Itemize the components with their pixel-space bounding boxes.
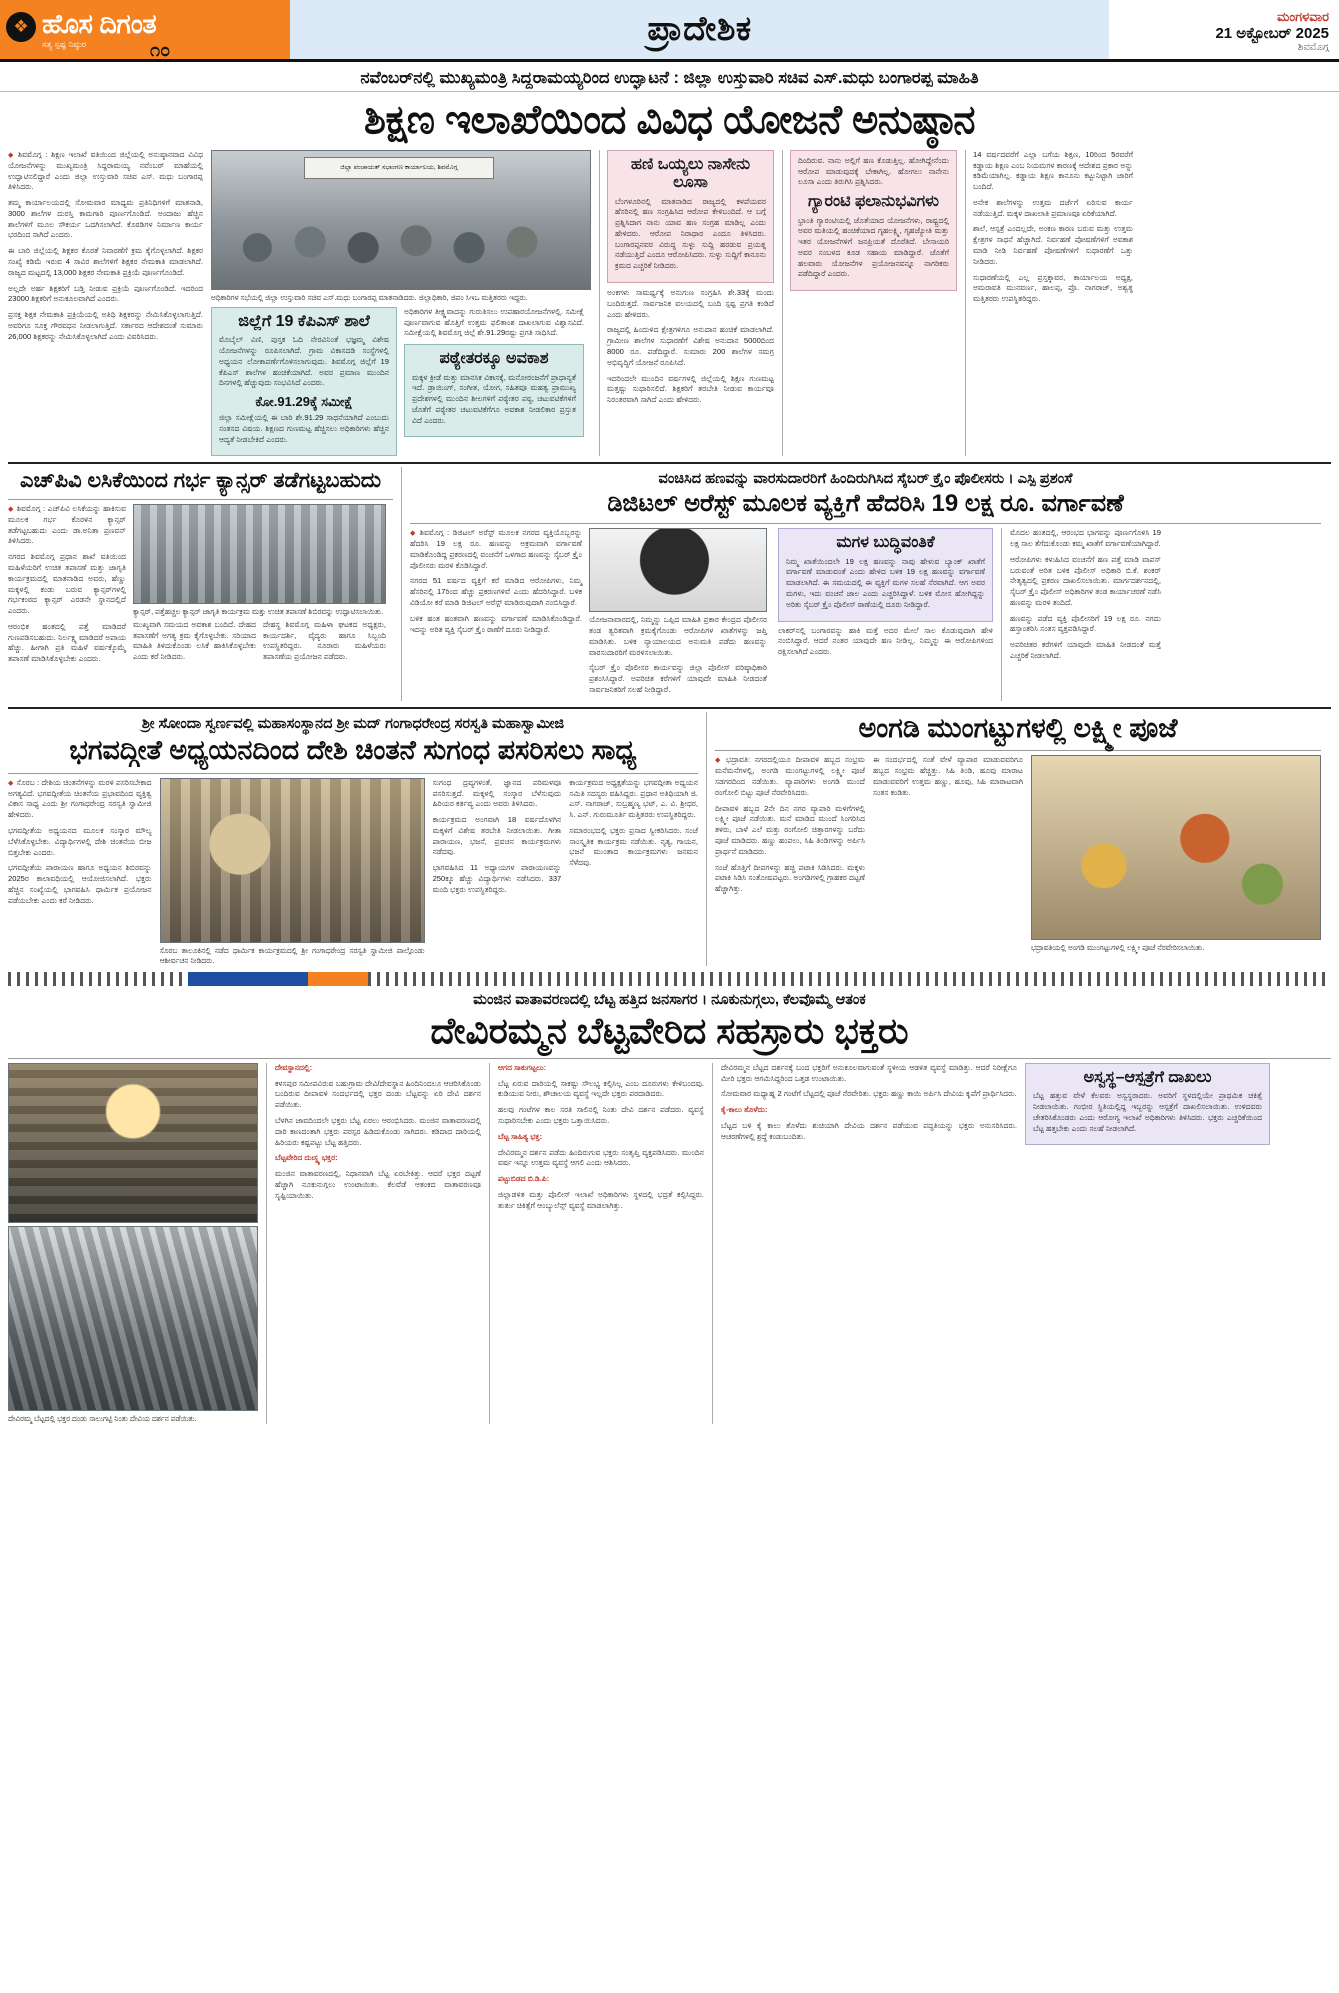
box-kps-schools	[211, 307, 397, 457]
masthead	[0, 0, 1339, 62]
paragraph: ಬೆಟ್ಟ ಹತ್ತುವ ವೇಳೆ ಕೆಲವರು ಅಸ್ವಸ್ಥರಾದರು. ಅವರಿಗೆ ಸ್ಥಳದಲ್ಲಿಯೇ ಪ್ರಾಥಮಿಕ ಚಿಕಿತ್ಸೆ ನೀಡಲಾಯಿತು. ಗಂಭೀರ ಸ್ಥಿತಿಯಲ್ಲಿದ್ದ ಇಬ್ಬರನ್ನು ಆಸ್ಪತ್ರೆಗೆ ದಾಖಲಿಸಲಾಯಿತು. ಉಳಿದವರು ಚೇತರಿಸಿಕೊಂಡರು ಎಂದು ಆರೋಗ್ಯ ಇಲಾಖೆ ಅಧಿಕಾರಿಗಳು ತಿಳಿಸಿದರು. ಭಕ್ತರು ಎಚ್ಚರಿಕೆಯಿಂದ ಬೆಟ್ಟ ಹತ್ತಬೇಕು ಎಂದು ಸಲಹೆ ನೀಡಲಾಗಿದೆ.	[1033, 1091, 1262, 1133]
story-headline: ಡಿಜಿಟಲ್ ಅರೆಸ್ಟ್ ಮೂಲಕ ವ್ಯಕ್ತಿಗೆ ಹೆದರಿಸಿ 19 ಲಕ್ಷ ರೂ. ವರ್ಗಾವಣೆ	[607, 489, 1124, 517]
story-col-3	[263, 620, 386, 668]
paragraph: ಶಾಲೆ, ಆಸ್ಪತ್ರೆ ಎಂದಲ್ಲದೇ, ಅಂಕಣ ಕಾರಣ ಬರುವ ಮತ್ತು ಉತ್ತಮ ಕ್ಷೇತ್ರಗಳ ಸಾಧನೆ ಹೆಚ್ಚಾಗಿದೆ. ನಿರ್ವಹಣೆ ಪೋಷಣೆಗಳಿಗೆ ಅವಕಾಶ ಮಾಡಿ ನೀಡಿ ನಿರ್ವಹಣೆ ಪೋಷಣೆಗಳಿಗೆ ಸುಧಾರಣೆಗೆ ಒತ್ತು ನೀಡಿದರು.	[973, 224, 1133, 266]
photo-signboard: ಜಿಲ್ಲಾ ಪಂಚಾಯತ್ ಸಭಾಂಗಣ ಕಾರ್ಯಾಲಯ, ಶಿವಮೊಗ್ಗ	[304, 157, 494, 179]
paragraph: ದಿಂದಿರುವ. ನಾನು ಅಲ್ಲಿಗೆ ಹಣ ಕೊಡುತ್ತಿಲ್ಲ. ಹೋಗಿದ್ದೇನೆಂದು ಆರೋಪ ಮಾಡುವುದಕ್ಕೆ ಬೇಕಾಗಿಲ್ಲ. ಹೋಗಲು ನಾನೇನು ಲೂಸಾ ಎಂದು ತಿರುಗಿಸಿ ಪ್ರಶ್ನಿಸಿದರು.	[798, 155, 949, 187]
story-col-2	[133, 620, 256, 668]
paragraph: ರಾಜ್ಯದಲ್ಲಿ ಹಿಂದುಳಿದ ಕ್ಷೇತ್ರಗಳಿಗೂ ಅನುದಾನ ಹಂಚಿಕೆ ಮಾಡಲಾಗಿದೆ. ಗ್ರಾಮೀಣ ಶಾಲೆಗಳ ಸುಧಾರಣೆಗೆ ವಿಶೇಷ ಅನುದಾನ 5000ದಿಂದ 8000 ರೂ. ಪಡೆದಿದ್ದಾರೆ. ಸುಮಾರು 200 ಶಾಲೆಗಳ ಸಮಗ್ರ ಅಭಿವೃದ್ಧಿಗೆ ಯೋಜನೆ ರೂಪಿಸಿದೆ.	[607, 325, 774, 367]
lead-kicker: ನವೆಂಬರ್‌ನಲ್ಲಿ ಮುಖ್ಯಮಂತ್ರಿ ಸಿದ್ದರಾಮಯ್ಯರಿಂದ ಉದ್ಘಾಟನೆ : ಜಿಲ್ಲಾ ಉಸ್ತುವಾರಿ ಸಚಿವ ಎಸ್.ಮಧು ಬಂಗಾರಪ್ಪ ಮಾಹಿತಿ	[0, 62, 1339, 92]
section-banner	[290, 0, 1109, 59]
lead-story	[0, 62, 1339, 456]
decorative-separator	[8, 972, 1331, 986]
newspaper-tagline: ಸತ್ಯ ಸ್ಪಷ್ಟ ನಿಷ್ಠುರ	[42, 38, 87, 49]
paragraph: ಮೊದಲ ಹಂತದಲ್ಲಿ, ಆರಂಭದ ಭಾಗವನ್ನು ಪೂರ್ಣಗೊಳಿಸಿ 19 ಲಕ್ಷ ಸಾಲ ತೆಗೆದುಕೊಂಡು ಕಮ್ಮ ಖಾತೆಗೆ ವರ್ಗಾವಣೆಯಾಗಿದ್ದಾರೆ.	[1010, 528, 1161, 548]
paragraph: ಸಮಾರಂಭದಲ್ಲಿ ಭಕ್ತರು ಪ್ರಸಾದ ಸ್ವೀಕರಿಸಿದರು. ಸಂಜೆ ಸಾಂಸ್ಕೃತಿಕ ಕಾರ್ಯಕ್ರಮ ನಡೆಯಿತು. ನೃತ್ಯ, ಗಾಯನ, ಭಜನೆ ಮುಂತಾದ ಕಾರ್ಯಕ್ರಮಗಳು ಜನಮನ ಸೆಳೆದವು.	[569, 825, 698, 868]
band-3	[0, 709, 1339, 966]
subheading: ದೇವಸ್ಥಾನದಲ್ಲಿ:	[275, 1062, 313, 1072]
date-full: 21 ಅಕ್ಟೋಬರ್ 2025	[1215, 25, 1329, 42]
paragraph: ಆರೋಪಿಗಳು ಕಳುಹಿಸಿದ ವಂಚನೆಗೆ ಹಣ ಪತ್ತೆ ಮಾಡಿ ವಾಪಸ್ ಬರುವಂತೆ ಅರಿತ ಬಳಿಕ ಪೊಲೀಸ್ ಅಧಿಕಾರಿ ಬಿ.ಕೆ. ಶಂಕರ್ ನೇತೃತ್ವದಲ್ಲಿ ಪ್ರಕರಣ ದಾಖಲಿಸಲಾಯಿತು. ಮಾರ್ಗದರ್ಶನದಲ್ಲಿ, ಸೈಬರ್ ಕ್ರೈಂ ಪೊಲೀಸ್ ಅಧಿಕಾರಿಗಳ ತಂಡ ಕಾರ್ಯಾಚರಣೆ ನಡೆಸಿ ಹಣವನ್ನು ಮರಳಿ ತಂದಿದೆ.	[1010, 554, 1161, 607]
paragraph: ಹಣವನ್ನು ಪಡೆದ ವ್ಯಕ್ತಿ ಪೊಲೀಸರಿಗೆ 19 ಲಕ್ಷ ರೂ. ನಗದು ಹಸ್ತಾಂತರಿಸಿ ಸಂತಸ ವ್ಯಕ್ತಪಡಿಸಿದ್ದಾರೆ.	[1010, 613, 1161, 634]
story-gita	[8, 712, 698, 966]
box-title: ಹಣಿ ಒಯ್ಯಲು ನಾಸೇನು ಲೂಸಾ	[630, 155, 751, 192]
paragraph: ನಗರದ 51 ವರ್ಷದ ವ್ಯಕ್ತಿಗೆ ಕರೆ ಮಾಡಿದ ಆರೋಪಿಗಳು, ನಿಮ್ಮ ಹೆಸರಿನಲ್ಲಿ 17ರಿಂದ ಹೆಚ್ಚು ಪ್ರಕರಣಗಳಿವೆ ಎಂದು ಹೆದರಿಸಿದ್ದಾರೆ. ಬಳಿಕ ವಿಡಿಯೋ ಕರೆ ಮಾಡಿ ಡಿಜಿಟಲ್ ಅರೆಸ್ಟ್ ಮಾಡಿರುವುದಾಗಿ ನಂಬಿಸಿದ್ದಾರೆ.	[410, 576, 582, 608]
paragraph: ಈ ಬಾರಿ ಜಿಲ್ಲೆಯಲ್ಲಿ ಶಿಕ್ಷಕರ ಕೊರತೆ ನಿವಾರಣೆಗೆ ಕ್ರಮ ಕೈಗೊಳ್ಳಲಾಗಿದೆ. ಶಿಕ್ಷಕರ ಸಂಖ್ಯೆ ಕಡಿಮೆ ಇರುವ 4 ಸಾವಿರ ಶಾಲೆಗಳಿಗೆ ಶಿಕ್ಷಕರ ನೇಮಕಾತಿ ಮಾಡಲಾಗಿದೆ. ರಾಜ್ಯದ ಮಟ್ಟದಲ್ಲಿ 13,000 ಶಿಕ್ಷಕರ ನೇಮಕಾತಿ ಪ್ರಕ್ರಿಯೆ ಪೂರ್ಣಗೊಂಡಿದೆ.	[8, 246, 203, 277]
story-devaramma	[0, 988, 1339, 1424]
story-headline: ಭಗವದ್ಗೀತೆ ಅಧ್ಯಯನದಿಂದ ದೇಶಿ ಚಿಂತನೆ ಸುಗಂಧ ಪಸರಿಸಲು ಸಾಧ್ಯ	[69, 735, 637, 766]
box-title: ಅಸ್ವಸ್ಥ–ಆಸ್ಪತ್ರೆಗೆ ದಾಖಲು	[1083, 1068, 1212, 1086]
story-photo-caption: ದೇವಿರಮ್ಮ ಬೆಟ್ಟದಲ್ಲಿ ಭಕ್ತರ ದಂಡು ಸಾಲುಗಟ್ಟಿ ನಿಂತು ದೇವಿಯ ದರ್ಶನ ಪಡೆಯಿತು.	[8, 1413, 197, 1423]
lead-col-3	[599, 150, 774, 457]
page-number: ೧೦	[150, 40, 171, 60]
story-col-1	[410, 528, 582, 700]
lead-body	[0, 150, 1339, 457]
paragraph: ಕಾರ್ಯಕ್ರಮದ ಅಧ್ಯಕ್ಷತೆಯನ್ನು ಭಗವದ್ಗೀತಾ ಅಧ್ಯಯನ ಸಮಿತಿ ಸದಸ್ಯರು ವಹಿಸಿದ್ದರು. ಪ್ರಧಾನ ಅತಿಥಿಯಾಗಿ ಜಿ. ಎಸ್. ನಾಗರಾಜ್, ಸುಬ್ರಹ್ಮಣ್ಯ ಭಟ್, ಎ. ವಿ. ಶ್ರೀಧರ, ಸಿ. ಎನ್. ಗುರುಮೂರ್ತಿ ಮತ್ತಿತರರು ಉಪಸ್ಥಿತರಿದ್ದರು.	[569, 777, 698, 820]
story-col-1	[266, 1063, 481, 1424]
paragraph: ನಗರದ ಶಿವಮೊಗ್ಗ ಪ್ರಧಾನ ಶಾಖೆ ವತಿಯಿಂದ ಮಹಿಳೆಯರಿಗೆ ಉಚಿತ ತಪಾಸಣೆ ಮತ್ತು ಜಾಗೃತಿ ಕಾರ್ಯಕ್ರಮದಲ್ಲಿ ಮಾತನಾಡಿದ ಅವರು, ಹೆಣ್ಣು ಮಕ್ಕಳಲ್ಲಿ ಕಂಡು ಬರುವ ಕ್ಯಾನ್ಸರ್‌ಗಳಲ್ಲಿ ಗರ್ಭಕಂಠದ ಕ್ಯಾನ್ಸರ್ ಎರಡನೇ ಸ್ಥಾನದಲ್ಲಿದೆ ಎಂದರು.	[8, 552, 126, 616]
newspaper-name: ಹೊಸ ದಿಗಂತ	[42, 8, 157, 39]
paragraph: ಯೋಜನಾವಾರದಲ್ಲಿ, ನಿಮ್ಮನ್ನು ಒಪ್ಪಿದ ಮಾಹಿತಿ ಪ್ರಕಾರ ಕೇಂದ್ರದ ಪೊಲೀಸರ ತಂಡ ತ್ವರಿತವಾಗಿ ಕ್ರಮಕೈಗೊಂಡು ಆರೋಪಿಗಳ ಖಾತೆಗಳನ್ನು ಜಪ್ತಿ ಮಾಡಿಸಿತು. ಬಳಿಕ ನ್ಯಾಯಾಲಯದ ಅನುಮತಿ ಪಡೆದು ಹಣವನ್ನು ವಾರಸುದಾರರಿಗೆ ಮರಳಿಸಲಾಯಿತು.	[589, 615, 767, 657]
lead-col-4	[782, 150, 957, 457]
box-title: ಗ್ಯಾರಂಟಿ ಫಲಾನುಭವಿಗಳು	[808, 193, 939, 211]
paragraph: ಅಲ್ಲದೇ ಅರ್ಹ ಶಿಕ್ಷಕರಿಗೆ ಬಡ್ತಿ ನೀಡುವ ಪ್ರಕ್ರಿಯೆ ಪೂರ್ಣಗೊಂಡಿದೆ. ಇದರಿಂದ 23000 ಶಿಕ್ಷಕರಿಗೆ ಅನುಕೂಲವಾಗಿದೆ ಎಂದರು.	[8, 283, 203, 304]
story-col-1	[715, 755, 865, 953]
paragraph: 14 ವರ್ಷದವರೆಗೆ ಎಲ್ಲಾ ಬಗೆಯ ಶಿಕ್ಷಣ, 10ರಿಂದ 5ರವರೆಗೆ ಕಡ್ಡಾಯ ಶಿಕ್ಷಣ ಎಂಬ ನಿಯಮಗಳ ಕಾರಣಕ್ಕೆ ಆದೇಶದ ಪ್ರಕಾರ ಅನ್ನು ಕಡಿಮೆಯಾಗಿಲ್ಲ. ಕಡ್ಡಾಯ ಶಿಕ್ಷಣ ಕಾನೂನು ಕಟ್ಟುನಿಟ್ಟಾಗಿ ಜಾರಿಗೆ ಬಂದಿದೆ.	[973, 149, 1133, 192]
story-photo	[160, 778, 425, 943]
subheading: ಆಗದ ಸಾಕುಗಟ್ಟಲು:	[498, 1062, 547, 1072]
box-daughter-smart	[778, 528, 993, 621]
lead-col-5	[965, 150, 1133, 457]
story-lakshmi-puja	[706, 712, 1321, 966]
story-col-2	[433, 778, 562, 966]
story-photo	[1031, 755, 1321, 940]
paragraph: ಸಂಜೆ ಹೊತ್ತಿಗೆ ದೀಪಗಳನ್ನು ಹಚ್ಚಿ ಪಟಾಕಿ ಸಿಡಿಸಿದರು. ಮಕ್ಕಳು ಪಟಾಕಿ ಸಿಡಿಸಿ ಸಂತೋಷಪಟ್ಟರು. ಅಂಗಡಿಗಳಲ್ಲಿ ಗ್ರಾಹಕರ ದಟ್ಟಣೆ ಹೆಚ್ಚಾಗಿತ್ತು.	[715, 862, 865, 894]
paragraph: ಲಾಕರ್‌ನಲ್ಲಿ ಬಂಗಾರವನ್ನು ಹಾಕಿ ಮತ್ತೆ ಅದರ ಮೇಲೆ ಸಾಲ ಕೊಡುವುದಾಗಿ ಹೇಳಿ ನಂಬಿಸಿದ್ದಾರೆ. ಆದರೆ ನಂತರ ಯಾವುದೇ ಹಣ ನೀಡಿಲ್ಲ. ನಿಮ್ಮನ್ನು ಈ ಆರೋಪಿಗಳಿಂದ ರಕ್ಷಿಸಲಾಗಿದೆ ಎಂದರು.	[778, 625, 993, 657]
lead-headline: ಶಿಕ್ಷಣ ಇಲಾಖೆಯಿಂದ ವಿವಿಧ ಯೋಜನೆ ಅನುಷ್ಠಾನ	[364, 97, 975, 142]
story-photo-caption: ಕ್ಯಾನ್ಸರ್, ಪತ್ತೆಹಚ್ಚಲ ಕ್ಯಾನ್ಸರ್ ಜಾಗೃತಿ ಕಾರ್ಯಕ್ರಮ ಮತ್ತು ಉಚಿತ ತಪಾಸಣೆ ಶಿಬಿರವನ್ನು ಉದ್ಘಾಟಿಸಲಾಯಿತು.	[133, 606, 384, 616]
story-kicker: ವಂಚಿಸಿದ ಹಣವನ್ನು ವಾರಸುದಾರರಿಗೆ ಹಿಂದಿರುಗಿಸಿದ ಸೈಬರ್ ಕ್ರೈಂ ಪೊಲೀಸರು । ಎಸ್ಪಿ ಪ್ರಶಂಸೆ	[658, 471, 1073, 488]
paragraph: ಅಂಕಗಳು ಸಾಮರ್ಥ್ಯಕ್ಕೆ ಅನುಗುಣ ಸಂಗ್ರಹಿಸಿ ಶೇ.33ಕ್ಕೆ ಮಂದು ಬಂದಿರುತ್ತದೆ. ಸಾರ್ವಜನಿಕ ವಲಯದಲ್ಲಿ ಬಂದಿ ಸ್ಪಷ್ಟ ಪ್ರಗತಿ ಕಂಡಿದೆ ಎಂದು ಹೇಳಿದರು.	[607, 288, 774, 319]
paragraph: ಬೆಂಗಳೂರಿನಲ್ಲಿ ಮಾತನಾಡಿದ ರಾಜ್ಯದಲ್ಲಿ ಕಳಪೆಯವರ ಹೆಸರಿನಲ್ಲಿ ಹಣ ಸಂಗ್ರಹಿಸಿದ ಆರೋಪ ಕೇಳಿಬಂದಿದೆ. ಆ ಬಗ್ಗೆ ಪ್ರಶ್ನಿಸಿದಾಗ ನಾನು ಯಾವ ಹಣ ಸಂಗ್ರಹ ಮಾಡಿಲ್ಲ ಎಂದು ಹೇಳಿದರು. ಆರೋಪ ನಿರಾಧಾರ ಎಂದೂ ತಿಳಿಸಿದರು. ಬಂಗಾರಪ್ಪನವರ ವಿರುದ್ಧ ಸುಳ್ಳು ಸುದ್ದಿ ಹರಡುವ ಪ್ರಯತ್ನ ನಡೆಯುತ್ತಿದೆ ಎಂದೂ ಆರೋಪಿಸಿದರು. ಸುಳ್ಳು ಸುದ್ದಿಗೆ ಕಾನೂನು ಕ್ರಮದ ಎಚ್ಚರಿಕೆ ನೀಡಿದರು.	[615, 196, 766, 271]
box-title: ಪಠ್ಯೇತರಕ್ಕೂ ಅವಕಾಶ	[439, 350, 549, 368]
paragraph: ಈ ಸಂದರ್ಭದಲ್ಲಿ ಸಂತೆ ವೇಳೆ ವ್ಯಾಪಾರ ಮಾಡುವವರಿಗೂ ಹಬ್ಬದ ಸಂಭ್ರಮ ಹೆಚ್ಚಿತ್ತು. ಸಿಹಿ ತಿಂಡಿ, ಹೂವು ಮಾರಾಟ ಮಾಡುವವರಿಗೆ ಉತ್ತಮ ಹಣ್ಣು, ಹೂವು, ಸಿಹಿ ಮಾರಾಟವಾಗಿ ಸಂತಸ ಕಂಡಿತು.	[873, 755, 1023, 797]
story-sidebar	[1025, 1063, 1270, 1424]
box-subtitle: ಕೋ.91.29ಕ್ಕೆ ಸಮೀಕ್ಷೆ	[255, 394, 353, 410]
paragraph: ಸುಗಂಧ ದ್ರವ್ಯಗಳಂತೆ, ಜ್ಞಾನದ ಪರಿಮಳವೂ ಪಸರಿಸುತ್ತದೆ. ಮಕ್ಕಳಲ್ಲಿ ಸಂಸ್ಕಾರ ಬೆಳೆಸುವುದು ಹಿರಿಯರ ಕರ್ತವ್ಯ ಎಂದು ಅವರು ತಿಳಿಸಿದರು.	[432, 777, 562, 809]
paragraph: ಬೆಟ್ಟ ಏರುವ ದಾರಿಯಲ್ಲಿ ಸಾಕಷ್ಟು ಸೌಲಭ್ಯ ಕಲ್ಪಿಸಿಲ್ಲ ಎಂಬ ದೂರುಗಳು ಕೇಳಿಬಂದವು. ಕುಡಿಯುವ ನೀರು, ಶೌಚಾಲಯ ವ್ಯವಸ್ಥೆ ಇಲ್ಲದೇ ಭಕ್ತರು ಪರದಾಡಿದರು.	[498, 1078, 704, 1099]
date-weekday: ಮಂಗಳವಾರ	[1276, 9, 1329, 24]
story-kicker: ಶ್ರೀ ಸೋಂದಾ ಸ್ವರ್ಣವಲ್ಲಿ ಮಹಾಸಂಸ್ಥಾನದ ಶ್ರೀ ಮದ್ ಗಂಗಾಧರೇಂದ್ರ ಸರಸ್ವತಿ ಮಹಾಸ್ವಾಮೀಜಿ	[141, 715, 565, 732]
lead-col-2	[211, 150, 591, 457]
edition-place: ಶಿವಮೊಗ್ಗ	[1297, 42, 1329, 53]
paragraph: ದೇವಿರಮ್ಮನ ಬೆಟ್ಟದ ದರ್ಶನಕ್ಕೆ ಬಂದ ಭಕ್ತರಿಗೆ ಅನುಕೂಲವಾಗುವಂತೆ ಸ್ಥಳೀಯ ಆಡಳಿತ ವ್ಯವಸ್ಥೆ ಮಾಡಿತ್ತು. ಆದರೆ ನಿರೀಕ್ಷೆಗೂ ಮೀರಿ ಭಕ್ತರು ಆಗಮಿಸಿದ್ದರಿಂದ ಒತ್ತಡ ಉಂಟಾಯಿತು.	[721, 1062, 1017, 1083]
story-headline: ಎಚ್‌ಪಿವಿ ಲಸಿಕೆಯಿಂದ ಗರ್ಭ ಕ್ಯಾನ್ಸರ್ ತಡೆಗಟ್ಟಬಹುದು	[19, 469, 382, 493]
box-extracurricular	[404, 344, 584, 437]
paragraph: ಭ್ರಾಂತಿ ಗ್ಯಾರಂಟಿಯಲ್ಲಿ ಜೊತೆಯಾದ ಯೋಜನೆಗಳು, ರಾಷ್ಟ್ರದಲ್ಲಿ ಅವರ ಮತಿಯಲ್ಲಿ ಹಂಚಿಕೆಯಾದ ಗೃಹಲಕ್ಷ್ಮಿ, ಗೃಹಜ್ಯೋತಿ ಮತ್ತು ಇತರ ಯೋಜನೆಗಳಿಗೆ ಜನಪ್ರಿಯತೆ ದೊರೆತಿದೆ. ಬೇಸಾಯರಿ ಅವರ ಸಂಬಳದ ಕೂಡ ಸಹಾಯ ಮಾಡಿದ್ದಾರೆ. ಜೊತೆಗೆ ಹಲವಾರು ಯೋಜನೆಗಳ ಪ್ರಯೋಜನವನ್ನೂ ನಾಗರಿಕರು ಪಡೆದಿದ್ದಾರೆ ಎಂದರು.	[798, 215, 949, 279]
story-digital-arrest	[401, 467, 1321, 700]
paragraph: ◆ ಶಿವಮೊಗ್ಗ : ಡಿಜಿಟಲ್ ಅರೆಸ್ಟ್ ಮೂಲಕ ನಗರದ ವ್ಯಕ್ತಿಯೊಬ್ಬರನ್ನು ಹೆದರಿಸಿ 19 ಲಕ್ಷ ರೂ. ಹಣವನ್ನು ಅಕ್ರಮವಾಗಿ ವರ್ಗಾವಣೆ ಮಾಡಿಕೊಂಡಿದ್ದ ಪ್ರಕರಣದಲ್ಲಿ ವಂಚನೆಗೆ ಒಳಗಾದ ಹಣವನ್ನು ಸೈಬರ್ ಕ್ರೈಂ ಪೊಲೀಸರು ಮರಳಿ ಕೊಡಿಸಿದ್ದಾರೆ.	[410, 528, 582, 571]
story-photo-shrine	[8, 1063, 258, 1223]
story-photo	[133, 504, 386, 604]
subheading: ಕೈ-ಕಾಲು ತೊಳೆದು:	[721, 1105, 768, 1115]
band-2	[0, 464, 1339, 700]
paragraph: ಪ್ರಸಕ್ತ ಶಿಕ್ಷಕ ನೇಮಕಾತಿ ಪ್ರಕ್ರಿಯೆಯಲ್ಲಿ ಅತಿಥಿ ಶಿಕ್ಷಕರನ್ನು ನೇಮಿಸಿಕೊಳ್ಳಲಾಗುತ್ತಿದೆ. ಅವರಿಗೂ ಸೂಕ್ತ ಗೌರವಧನ ನೀಡಲಾಗುತ್ತಿದೆ. ಸರ್ಕಾರದ ಆದೇಶದಂತೆ ಸುಮಾರು 26,000 ಶಿಕ್ಷಕರನ್ನು ನೇಮಿಸಿಕೊಳ್ಳಲಾಗಿದೆ ಎಂದು ವಿವರಿಸಿದರು.	[8, 310, 203, 341]
section-title: ಪ್ರಾದೇಶಿಕ	[647, 10, 752, 48]
story-col-2	[589, 528, 767, 700]
paragraph: ◆ ಭದ್ರಾವತಿ: ನಗರದಲ್ಲಿಯೂ ದೀಪಾವಳಿ ಹಬ್ಬದ ಸಂಭ್ರಮ ಮನೆಮನೆಗಳಲ್ಲಿ, ಅಂಗಡಿ ಮುಂಗಟ್ಟುಗಳಲ್ಲಿ ಲಕ್ಷ್ಮೀ ಪೂಜೆ ಸಡಗರದಿಂದ ನಡೆಯಿತು. ವ್ಯಾಪಾರಿಗಳು ಅಂಗಡಿ ಮುಂದೆ ರಂಗೋಲಿ ಬಿಟ್ಟು ಪೂಜೆ ನೆರವೇರಿಸಿದರು.	[715, 755, 865, 798]
paragraph: ಕಾರ್ಯಕ್ರಮದ ಅಂಗವಾಗಿ 18 ವರ್ಷದೊಳಗಿನ ಮಕ್ಕಳಿಗೆ ವಿಶೇಷ ತರಬೇತಿ ನೀಡಲಾಯಿತು. ಗೀತಾ ಪಾರಾಯಣ, ಭಜನೆ, ಪ್ರವಚನ ಕಾರ್ಯಕ್ರಮಗಳು ನಡೆದವು.	[432, 815, 562, 857]
paragraph: ಅನೇಕ ಶಾಲೆಗಳನ್ನು ಉತ್ತಮ ದರ್ಜೆಗೆ ಏರಿಸುವ ಕಾರ್ಯ ನಡೆಯುತ್ತಿದೆ. ಮಕ್ಕಳ ದಾಖಲಾತಿ ಪ್ರಮಾಣವೂ ಏರಿಕೆಯಾಗಿದೆ.	[973, 197, 1133, 218]
story-photo-caption: ಸೊರಬ ತಾಲೂಕಿನಲ್ಲಿ ನಡೆದ ಧಾರ್ಮಿಕ ಕಾರ್ಯಕ್ರಮದಲ್ಲಿ ಶ್ರೀ ಗಂಗಾಧರೇಂದ್ರ ಸರಸ್ವತಿ ಸ್ವಾಮೀಜಿ ಪಾಲ್ಗೊಂಡು ಆಶೀರ್ವಚನ ನೀಡಿದರು.	[159, 945, 425, 965]
paragraph: ◆ ಶಿವಮೊಗ್ಗ : ಶಿಕ್ಷಣ ಇಲಾಖೆ ವತಿಯಿಂದ ಜಿಲ್ಲೆಯಲ್ಲಿ ಅನುಷ್ಠಾನವಾದ ವಿವಿಧ ಯೋಜನೆಗಳನ್ನು ಮುಖ್ಯಮಂತ್ರಿ ಸಿದ್ದರಾಮಯ್ಯ ನವೆಂಬರ್ ಮಾಹೆಯಲ್ಲಿ ಉದ್ಘಾಟಿಸಲಿದ್ದಾರೆ ಎಂದು ಜಿಲ್ಲಾ ಉಸ್ತುವಾರಿ ಸಚಿವ ಎಸ್. ಮಧು ಬಂಗಾರಪ್ಪ ತಿಳಿಸಿದರು.	[8, 150, 203, 193]
paragraph: ಸುಧಾರಣೆಯಲ್ಲಿ ಎಲ್ಲ ಪ್ರಸ್ತಕ್ಕಾವರ, ಕಾರ್ಯಾಲಯ ಅಧ್ಯಕ್ಷ, ಅಮರಾವತಿ ಮುನವರ್ಣ, ಹಾಲಪ್ಪ, ಪ್ರೊ. ನಾಗರಾಜ್, ಅಶ್ವತ್ಥ ಮತ್ತಿತರರು ಉಪಸ್ಥಿತರಿದ್ದರು.	[973, 272, 1133, 304]
paragraph: ದೇಹಸ್ಥ ಶಿವಮೊಗ್ಗ ಮಹಿಳಾ ಘಟಕದ ಅಧ್ಯಕ್ಷರು, ಕಾರ್ಯದರ್ಶಿ, ವೈದ್ಯರು ಹಾಗೂ ಸಿಬ್ಬಂದಿ ಉಪಸ್ಥಿತರಿದ್ದರು. ನೂರಾರು ಮಹಿಳೆಯರು ತಪಾಸಣೆಯ ಪ್ರಯೋಜನ ಪಡೆದರು.	[263, 619, 386, 662]
lead-photo-caption: ಅಧಿಕಾರಿಗಳ ಸಭೆಯಲ್ಲಿ ಜಿಲ್ಲಾ ಉಸ್ತುವಾರಿ ಸಚಿವ ಎಸ್.ಮಧು ಬಂಗಾರಪ್ಪ ಮಾತನಾಡಿದರು. ಜಿಲ್ಲಾಧಿಕಾರಿ, ಜಿಪಂ ಸಿಇಒ ಮತ್ತಿತರರು ಇದ್ದರು.	[211, 292, 528, 302]
story-headline: ದೇವಿರಮ್ಮನ ಬೆಟ್ಟವೇರಿದ ಸಹಸ್ರಾರು ಭಕ್ತರು	[430, 1010, 909, 1052]
paragraph: ಹಲವು ಗಂಟೆಗಳ ಕಾಲ ಸರತಿ ಸಾಲಿನಲ್ಲಿ ನಿಂತು ದೇವಿ ದರ್ಶನ ಪಡೆದರು. ವ್ಯವಸ್ಥೆ ಸುಧಾರಿಸಬೇಕು ಎಂದು ಭಕ್ತರು ಒತ್ತಾಯಿಸಿದರು.	[498, 1105, 704, 1126]
paragraph: ಜಿಲ್ಲಾಡಳಿತ ಮತ್ತು ಪೊಲೀಸ್ ಇಲಾಖೆ ಅಧಿಕಾರಿಗಳು ಸ್ಥಳದಲ್ಲಿ ಭದ್ರತೆ ಕಲ್ಪಿಸಿದ್ದರು. ತುರ್ತು ಚಿಕಿತ್ಸೆಗೆ ಆಂಬ್ಯುಲೆನ್ಸ್ ವ್ಯವಸ್ಥೆ ಮಾಡಲಾಗಿತ್ತು.	[498, 1189, 704, 1210]
paragraph: ಮೊಬೈಲ್ ವಿಣಿ, ಪುಸ್ತಕ ಓದಿ ನೇರವಿನಿಂತೆ ಭಜ್ಞಮ್ಮ ವಿಶೇಷ ಯೋಜನೆಗಳನ್ನು ರೂಪಿಸಲಾಗಿದೆ. ಗ್ರಾಮ ವಿಕಾಸದಡಿ ಸಂಸ್ಥೆಗಳಲ್ಲಿ ಅಧ್ಯಯನ ಲೋಕಾಪರ್ಣೆಗೊಳಿಸಲಾಗುವುದು. ಶಿವಮೊಗ್ಗ ಜಿಲ್ಲೆಗೆ 19 ಕೆಪಿಎಸ್ ಶಾಲೆಗಳ ಹಂಚಿಕೆಯಾಗಿದೆ. ಅವರ ಪ್ರಮಾಣ ಮುಂದಿನ ದಿನಗಳಲ್ಲಿ ಹೆಚ್ಚುವುದು ಸಂಭವಿಸಿದೆ ಎಂದರು.	[219, 335, 389, 388]
story-col-2	[489, 1063, 704, 1424]
lamp-icon: ❖	[6, 12, 36, 42]
paragraph: ◆ ಶಿವಮೊಗ್ಗ : ಎಚ್‌ಪಿವಿ ಲಸಿಕೆಯನ್ನು ಹಾಕಿಸುವ ಮೂಲಕ ಗರ್ಭ ಕೊರಳಿನ ಕ್ಯಾನ್ಸರ್ ತಡೆಗಟ್ಟಬಹುದು ಎಂದು ಡಾ.ಅನಿತಾ ಪ್ರಣವನ್ ತಿಳಿಸಿದರು.	[8, 504, 126, 547]
lead-photo	[211, 150, 591, 290]
story-col-3	[1001, 528, 1161, 700]
paragraph: ಬಳಿಕ ಹಂತ ಹಂತವಾಗಿ ಹಣವನ್ನು ವರ್ಗಾವಣೆ ಮಾಡಿಸಿಕೊಂಡಿದ್ದಾರೆ. ಇದನ್ನು ಅರಿತ ವ್ಯಕ್ತಿ ಸೈಬರ್ ಕ್ರೈಂ ಠಾಣೆಗೆ ದೂರು ನೀಡಿದ್ದಾರೆ.	[410, 613, 582, 634]
newspaper-logo[interactable]	[0, 0, 290, 59]
date-block	[1109, 0, 1339, 59]
subheading: ಪಟ್ಟುಬಿಡದ ಬಿ.ಡಿ.ಪಿ:	[498, 1174, 550, 1184]
box-guarantee	[790, 150, 957, 291]
paragraph: ಭಗವದ್ಗೀತೆಯ ಪಾರಾಯಣ ಹಾಗೂ ಅಧ್ಯಯನ ಶಿಬಿರವನ್ನು 2025ರ ಕಾಲಾವಧಿಯಲ್ಲಿ ಆಯೋಜಿಸಲಾಗಿದೆ. ಭಕ್ತರು ಹೆಚ್ಚಿನ ಸಂಖ್ಯೆಯಲ್ಲಿ ಭಾಗವಹಿಸಿ ಧಾರ್ಮಿಕ ಪ್ರಯೋಜನ ಪಡೆಯಬೇಕು ಎಂದು ಕರೆ ನೀಡಿದರು.	[8, 863, 152, 905]
story-col-1	[8, 504, 126, 670]
story-photo	[589, 528, 767, 612]
box-title: ಜಿಲ್ಲೆಗೆ 19 ಕೆಪಿಎಸ್ ಶಾಲೆ	[238, 312, 370, 330]
paragraph: ದೀಪಾವಳಿ ಹಬ್ಬದ 2ನೇ ದಿನ ನಗರ ವ್ಯಾಪಾರಿ ಮಳಿಗೆಗಳಲ್ಲಿ ಲಕ್ಷ್ಮೀ ಪೂಜೆ ನಡೆಯಿತು. ಮನೆ ಮಾಡಿದ ಮುಂದೆ ಸಿಂಗರಿಸಿದ ತಳಿರು, ಬಾಳೆ ಎಲೆ ಮತ್ತು ರಂಗೋಲಿ ಚಿತ್ತಾರಗಳನ್ನು ಬರೆದು ಪೂಜೆ ಮಾಡಿದರು. ಹಣ್ಣು ಹಂಪಲು, ಸಿಹಿ ತಿಂಡಿಗಳನ್ನು ಅರ್ಪಿಸಿ ಪ್ರಾರ್ಥನೆ ಮಾಡಿದರು.	[715, 803, 865, 856]
paragraph: ಇದರಿಂದಲೇ ಮುಂದಿನ ವರ್ಷಗಳಲ್ಲಿ ಜಿಲ್ಲೆಯಲ್ಲಿ ಶಿಕ್ಷಣ ಗುಣಮಟ್ಟ ಮತ್ತಷ್ಟು ಸುಧಾರಿಸಲಿದೆ. ಶಿಕ್ಷಕರಿಗೆ ತರಬೇತಿ ನೀಡುವ ಕಾರ್ಯವೂ ನಿರಂತರವಾಗಿ ಸಾಗಿದೆ ಎಂದು ಹೇಳಿದರು.	[607, 373, 774, 405]
story-sidebar	[778, 528, 993, 700]
paragraph: ಬೆಟ್ಟದ ಬಳಿ ಕೈ ಕಾಲು ತೊಳೆದು ಶುಚಿಯಾಗಿ ದೇವಿಯ ದರ್ಶನ ಪಡೆಯುವ ಪದ್ಧತಿಯನ್ನು ಭಕ್ತರು ಅನುಸರಿಸಿದರು. ಆಚರಣೆಗಳಲ್ಲಿ ಶ್ರದ್ಧೆ ಕಂಡುಬಂದಿತು.	[721, 1121, 1017, 1141]
story-col-1	[8, 778, 152, 966]
paragraph: ಅಪರಿಚಿತರ ಕರೆಗಳಿಗೆ ಯಾವುದೇ ಮಾಹಿತಿ ನೀಡದಂತೆ ಮತ್ತೆ ಎಚ್ಚರಿಕೆ ನೀಡಲಾಗಿದೆ.	[1010, 640, 1161, 661]
paragraph: ಜಿಲ್ಲಾ ಸಮೀಕ್ಷೆಯಲ್ಲಿ ಈ ಬಾರಿ ಶೇ.91.29 ಸಾಧನೆಯಾಗಿದೆ ಎಂಬುದು ಸಂತಸದ ವಿಷಯ. ಶಿಕ್ಷಣದ ಗುಣಮಟ್ಟ ಹೆಚ್ಚಿಸಲು ಅಧಿಕಾರಿಗಳು ಹೆಚ್ಚಿನ ಆದ್ಯತೆ ನೀಡಬೇಕಿದೆ ಎಂದರು.	[219, 413, 389, 444]
story-photo-wrap	[8, 1063, 258, 1424]
paragraph: ಆರಂಭಿಕ ಹಂತದಲ್ಲಿ ಪತ್ತೆ ಮಾಡಿದರೆ ಗುಣಪಡಿಸಬಹುದು. ನಿರ್ಲಕ್ಷ್ಯ ಮಾಡಿದರೆ ಅಪಾಯ ಹೆಚ್ಚು. ಹೀಗಾಗಿ ಪ್ರತಿ ಮಹಿಳೆ ವರ್ಷಕ್ಕೊಮ್ಮೆ ತಪಾಸಣೆ ಮಾಡಿಸಿಕೊಳ್ಳಬೇಕು ಎಂದರು.	[8, 621, 126, 664]
paragraph: ನಿಮ್ಮ ಖಾತೆಯಿಂದಲೇ 19 ಲಕ್ಷ ಹಣವನ್ನು ನಾವು ಹೇಳುವ ಬ್ಯಾಂಕ್ ಖಾತೆಗೆ ವರ್ಗಾವಣೆ ಮಾಡುವಂತೆ ಎಂದು ಹೇಳಿದ ಬಳಿಕ 19 ಲಕ್ಷ ಹಣವನ್ನು ವರ್ಗಾವಣೆ ಮಾಡಲಾಗಿದೆ. ಈ ಸಮಯದಲ್ಲಿ ಈ ವ್ಯಕ್ತಿಗೆ ಮಗಳ ಸಲಹೆ ನೆರವಾಗಿದೆ. ಆಗ ಅವರ ಮಗಳು, ಇದು ವಂಚನೆ ಜಾಲ ಎಂದು ಎಚ್ಚರಿಸಿದ್ದಾಳೆ. ಬಳಿಕ ಮೋಸ ಹೋಗಿದ್ದನ್ನು ಅರಿತು ಸೈಬರ್ ಕ್ರೈಂ ಪೊಲೀಸ್ ಠಾಣೆಯಲ್ಲಿ ದೂರು ನೀಡಿದ್ದಾರೆ.	[786, 556, 985, 609]
story-col-3	[569, 778, 698, 966]
paragraph: ಅಧಿಕಾರಿಗಳ ತೀಕ್ಷ್ಣವಾದನ್ನು ಗುರುತಿಸಲು ಉಪಹಾರಯೋಜನೆಗಳಲ್ಲಿ. ಸಮೀಕ್ಷೆ ಪೂರ್ಣವಾಗುವ ಹೊತ್ತಿಗೆ ಉತ್ತಮ ಫಲಿತಾಂಶ ದಾಖಲಾಗುವ ವಿಶ್ವಾಸವಿದೆ. ಸಮೀಕ್ಷೆಯಲ್ಲಿ ಶಿವಮೊಗ್ಗ ಜಿಲ್ಲೆ ಶೇ.91.29ರಷ್ಟು ಪ್ರಗತಿ ಸಾಧಿಸಿದೆ.	[404, 306, 584, 338]
story-col-2	[873, 755, 1023, 953]
paragraph: ಭಾಗವಹಿಸಿದ 11 ಅಧ್ಯಾಯಗಳ ಪಾರಾಯಣವನ್ನು 250ಕ್ಕೂ ಹೆಚ್ಚು ವಿದ್ಯಾರ್ಥಿಗಳು ನಡೆಸಿದರು. 337 ಮಂದಿ ಭಕ್ತರು ಉಪಸ್ಥಿತರಿದ್ದರು.	[432, 863, 562, 894]
box-hospital	[1025, 1063, 1270, 1146]
subheading: ಬೆಟ್ಟವೇರಿದ ದುಃಸ್ಥ್ಯ ಭಕ್ತರ:	[275, 1153, 338, 1163]
lead-col-1	[8, 150, 203, 457]
story-photo-crowd	[8, 1226, 258, 1411]
paragraph: ಕಳಸಪುರ ಸಮೀಪವಿರುವ ಬಹುಗ್ರಾಮ ದೇವಿ/ದೇವಸ್ಥಾನ ಹಿಂದಿನಿಂದಲೂ ಆಚರಿಸಿಕೊಂಡು ಬಂದಿರುವ ದೀಪಾವಳಿ ಸಂದರ್ಭದಲ್ಲಿ ಭಕ್ತರ ದಂಡು ಬೆಟ್ಟವನ್ನು ಏರಿ ದೇವಿ ದರ್ಶನ ಪಡೆಯಿತು.	[275, 1078, 481, 1110]
box-title: ಮಗಳ ಬುದ್ಧಿವಂತಿಕೆ	[836, 534, 935, 552]
paragraph: ಸೋಮವಾರ ಮಧ್ಯಾಹ್ನ 2 ಗಂಟೆಗೆ ಬೆಟ್ಟದಲ್ಲಿ ಪೂಜೆ ನೆರವೇರಿತು. ಭಕ್ತರು ಹಣ್ಣು ಕಾಯಿ ಅರ್ಪಿಸಿ ದೇವಿಯ ಕೃಪೆಗೆ ಪ್ರಾರ್ಥಿಸಿದರು.	[721, 1089, 1017, 1099]
paragraph: ತಮ್ಮ ಕಾರ್ಯಾಲಯದಲ್ಲಿ ಸೋಮವಾರ ಮಾಧ್ಯಮ ಪ್ರತಿನಿಧಿಗಳಿಗೆ ಮಾತನಾಡಿ, 3000 ಶಾಲೆಗಳ ದುರಸ್ತಿ ಕಾಮಗಾರಿ ಪೂರ್ಣಗೊಂಡಿದೆ. ಅಂದಾಜು ಹೆಚ್ಚಿನ ಶಾಲೆಗಳಿಗೆ ಮೂಲ ಸೌಕರ್ಯ ಒದಗಿಸಲಾಗಿದೆ. ಕೊಠಡಿಗಳ ನಿರ್ಮಾಣ ಕಾರ್ಯ ಭರದಿಂದ ಸಾಗಿದೆ ಎಂದರು.	[8, 198, 203, 240]
paragraph: ಸೈಬರ್ ಕ್ರೈಂ ಪೊಲೀಸರ ಕಾರ್ಯವನ್ನು ಜಿಲ್ಲಾ ಪೊಲೀಸ್ ವರಿಷ್ಠಾಧಿಕಾರಿ ಪ್ರಶಂಸಿಸಿದ್ದಾರೆ. ಅಪರಿಚಿತ ಕರೆಗಳಿಗೆ ಯಾವುದೇ ಮಾಹಿತಿ ನೀಡದಂತೆ ಸಾರ್ವಜನಿಕರಿಗೆ ಸಲಹೆ ನೀಡಿದ್ದಾರೆ.	[589, 663, 767, 694]
paragraph: ◆ ಸೊರಬ : ದೇಶಿಯ ಚಿಂತನೆಗಳನ್ನು ಮರಳಿ ಪಸರಿಸಬೇಕಾದ ಅಗತ್ಯವಿದೆ. ಭಗವದ್ಗೀತೆಯ ಚಿಂತನೆಯ ಪ್ರಭಾವದಿಂದ ವ್ಯಕ್ತಿತ್ವ ವಿಕಾಸ ಸಾಧ್ಯ ಎಂದು ಶ್ರೀ ಗಂಗಾಧರೇಂದ್ರ ಸರಸ್ವತಿ ಸ್ವಾಮೀಜಿ ಹೇಳಿದರು.	[8, 778, 152, 821]
paragraph: ಮಕ್ಕಳ ಕ್ರೀಡೆ ಮತ್ತು ಮಾನಸಿಕ ವಿಕಾಸಕ್ಕೆ, ಮನೋರಂಜನೆಗೆ ಪ್ರಾಧಾನ್ಯತೆ ಇದೆ. ಡ್ರಾಯಿಂಗ್, ಸಂಗೀತ, ಯೋಗ, ಸಹಿತವೂ ಮಹತ್ವ ಪ್ರಾಮುಖ್ಯ ಪ್ರದೇಶಗಳಲ್ಲಿ ಮುಂದಿನ ಶೀಲಗಳಿಗೆ ಪಠ್ಯೇತರ ಪಠ್ಯ, ಚಟುವಟಿಕೆಗಳಿಗೆ ಜೊತೆಗೆ ಪಠ್ಯೇತರ ಚಟುವಟಿಕೆಗೆಗೂ ಅವಕಾಶ ನೀಡಲಿಕಾರ ಪ್ರಸ್ತುತ ವಿದೆ ಎಂದರು.	[412, 372, 576, 425]
story-headline: ಅಂಗಡಿ ಮುಂಗಟ್ಟುಗಳಲ್ಲಿ ಲಕ್ಷ್ಮೀ ಪೂಜೆ	[858, 712, 1178, 743]
story-photo-caption: ಭದ್ರಾವತಿಯಲ್ಲಿ ಅಂಗಡಿ ಮುಂಗಟ್ಟುಗಳಲ್ಲಿ ಲಕ್ಷ್ಮೀ ಪೂಜೆ ನೆರವೇರಿಸಲಾಯಿತು.	[1031, 943, 1205, 953]
box-hani	[607, 150, 774, 283]
lead-col-mid	[404, 307, 584, 339]
paragraph: ಭಗವದ್ಗೀತೆಯ ಅಧ್ಯಯನದ ಮೂಲಕ ಸಂಸ್ಕಾರ ಮೌಲ್ಯ ಬೆಳೆಸಿಕೊಳ್ಳಬೇಕು. ವಿದ್ಯಾರ್ಥಿಗಳಲ್ಲಿ ದೇಶಿ ಚಿಂತನೆಯ ಬೀಜ ಬಿತ್ತಬೇಕು ಎಂದರು.	[8, 826, 152, 857]
subheading: ಬೆಟ್ಟ ಸಾಹಿತ್ಯ ಭಕ್ತ:	[498, 1131, 542, 1141]
paragraph: ಮುಖ್ಯವಾಗಿ ಸಮಯದ ಅವಕಾಶ ಬಂದಿದೆ. ದೇಹದ ತಪಾಸಣೆಗೆ ಅಗತ್ಯ ಕ್ರಮ ಕೈಗೊಳ್ಳಬೇಕು. ಸರಿಯಾದ ಮಾಹಿತಿ ತಿಳಿದುಕೊಂಡು ಲಸಿಕೆ ಹಾಕಿಸಿಕೊಳ್ಳಬೇಕು ಎಂದು ಕರೆ ನೀಡಿದರು.	[133, 619, 256, 662]
story-hpv	[8, 467, 393, 700]
story-kicker: ಮಂಜಿನ ವಾತಾವರಣದಲ್ಲಿ ಬೆಟ್ಟ ಹತ್ತಿದ ಜನಸಾಗರ । ನೂಕುನುಗ್ಗಲು, ಕೆಲವೊಮ್ಮೆ ಆತಂಕ	[473, 991, 866, 1008]
paragraph: ಬೆಳಗಿನ ಜಾವದಿಂದಲೇ ಭಕ್ತರು ಬೆಟ್ಟ ಏರಲು ಆರಂಭಿಸಿದರು. ಮಂಜಿನ ವಾತಾವರಣದಲ್ಲಿ ದಾರಿ ಕಾಣದಂತಾಗಿ ಭಕ್ತರು ಪರಸ್ಪರ ಹಿಡಿದುಕೊಂಡು ಸಾಗಿದರು. ಕಡಿದಾದ ದಾರಿಯಲ್ಲಿ ಹಿರಿಯರು ಕಷ್ಟಪಟ್ಟು ಬೆಟ್ಟ ಹತ್ತಿದರು.	[275, 1116, 481, 1147]
story-col-3	[712, 1063, 1017, 1424]
paragraph: ದೇವಿರಮ್ಮನ ದರ್ಶನ ಪಡೆದು ಹಿಂದಿರುಗುವ ಭಕ್ತರು ಸಂತೃಪ್ತಿ ವ್ಯಕ್ತಪಡಿಸಿದರು. ಮುಂದಿನ ವರ್ಷ ಇನ್ನೂ ಉತ್ತಮ ವ್ಯವಸ್ಥೆ ಆಗಲಿ ಎಂದು ಆಶಿಸಿದರು.	[498, 1147, 704, 1168]
paragraph: ಮಂಜಿನ ವಾತಾವರಣದಲ್ಲಿ, ನಿಧಾನವಾಗಿ ಬೆಟ್ಟ ಏರಬೇಕಿತ್ತು. ಆದರೆ ಭಕ್ತರ ದಟ್ಟಣೆ ಹೆಚ್ಚಾಗಿ ನೂಕುನುಗ್ಗಲು ಉಂಟಾಯಿತು. ಕೆಲವೆಡೆ ಆತಂಕದ ವಾತಾವರಣವೂ ಸೃಷ್ಟಿಯಾಯಿತು.	[275, 1169, 481, 1200]
